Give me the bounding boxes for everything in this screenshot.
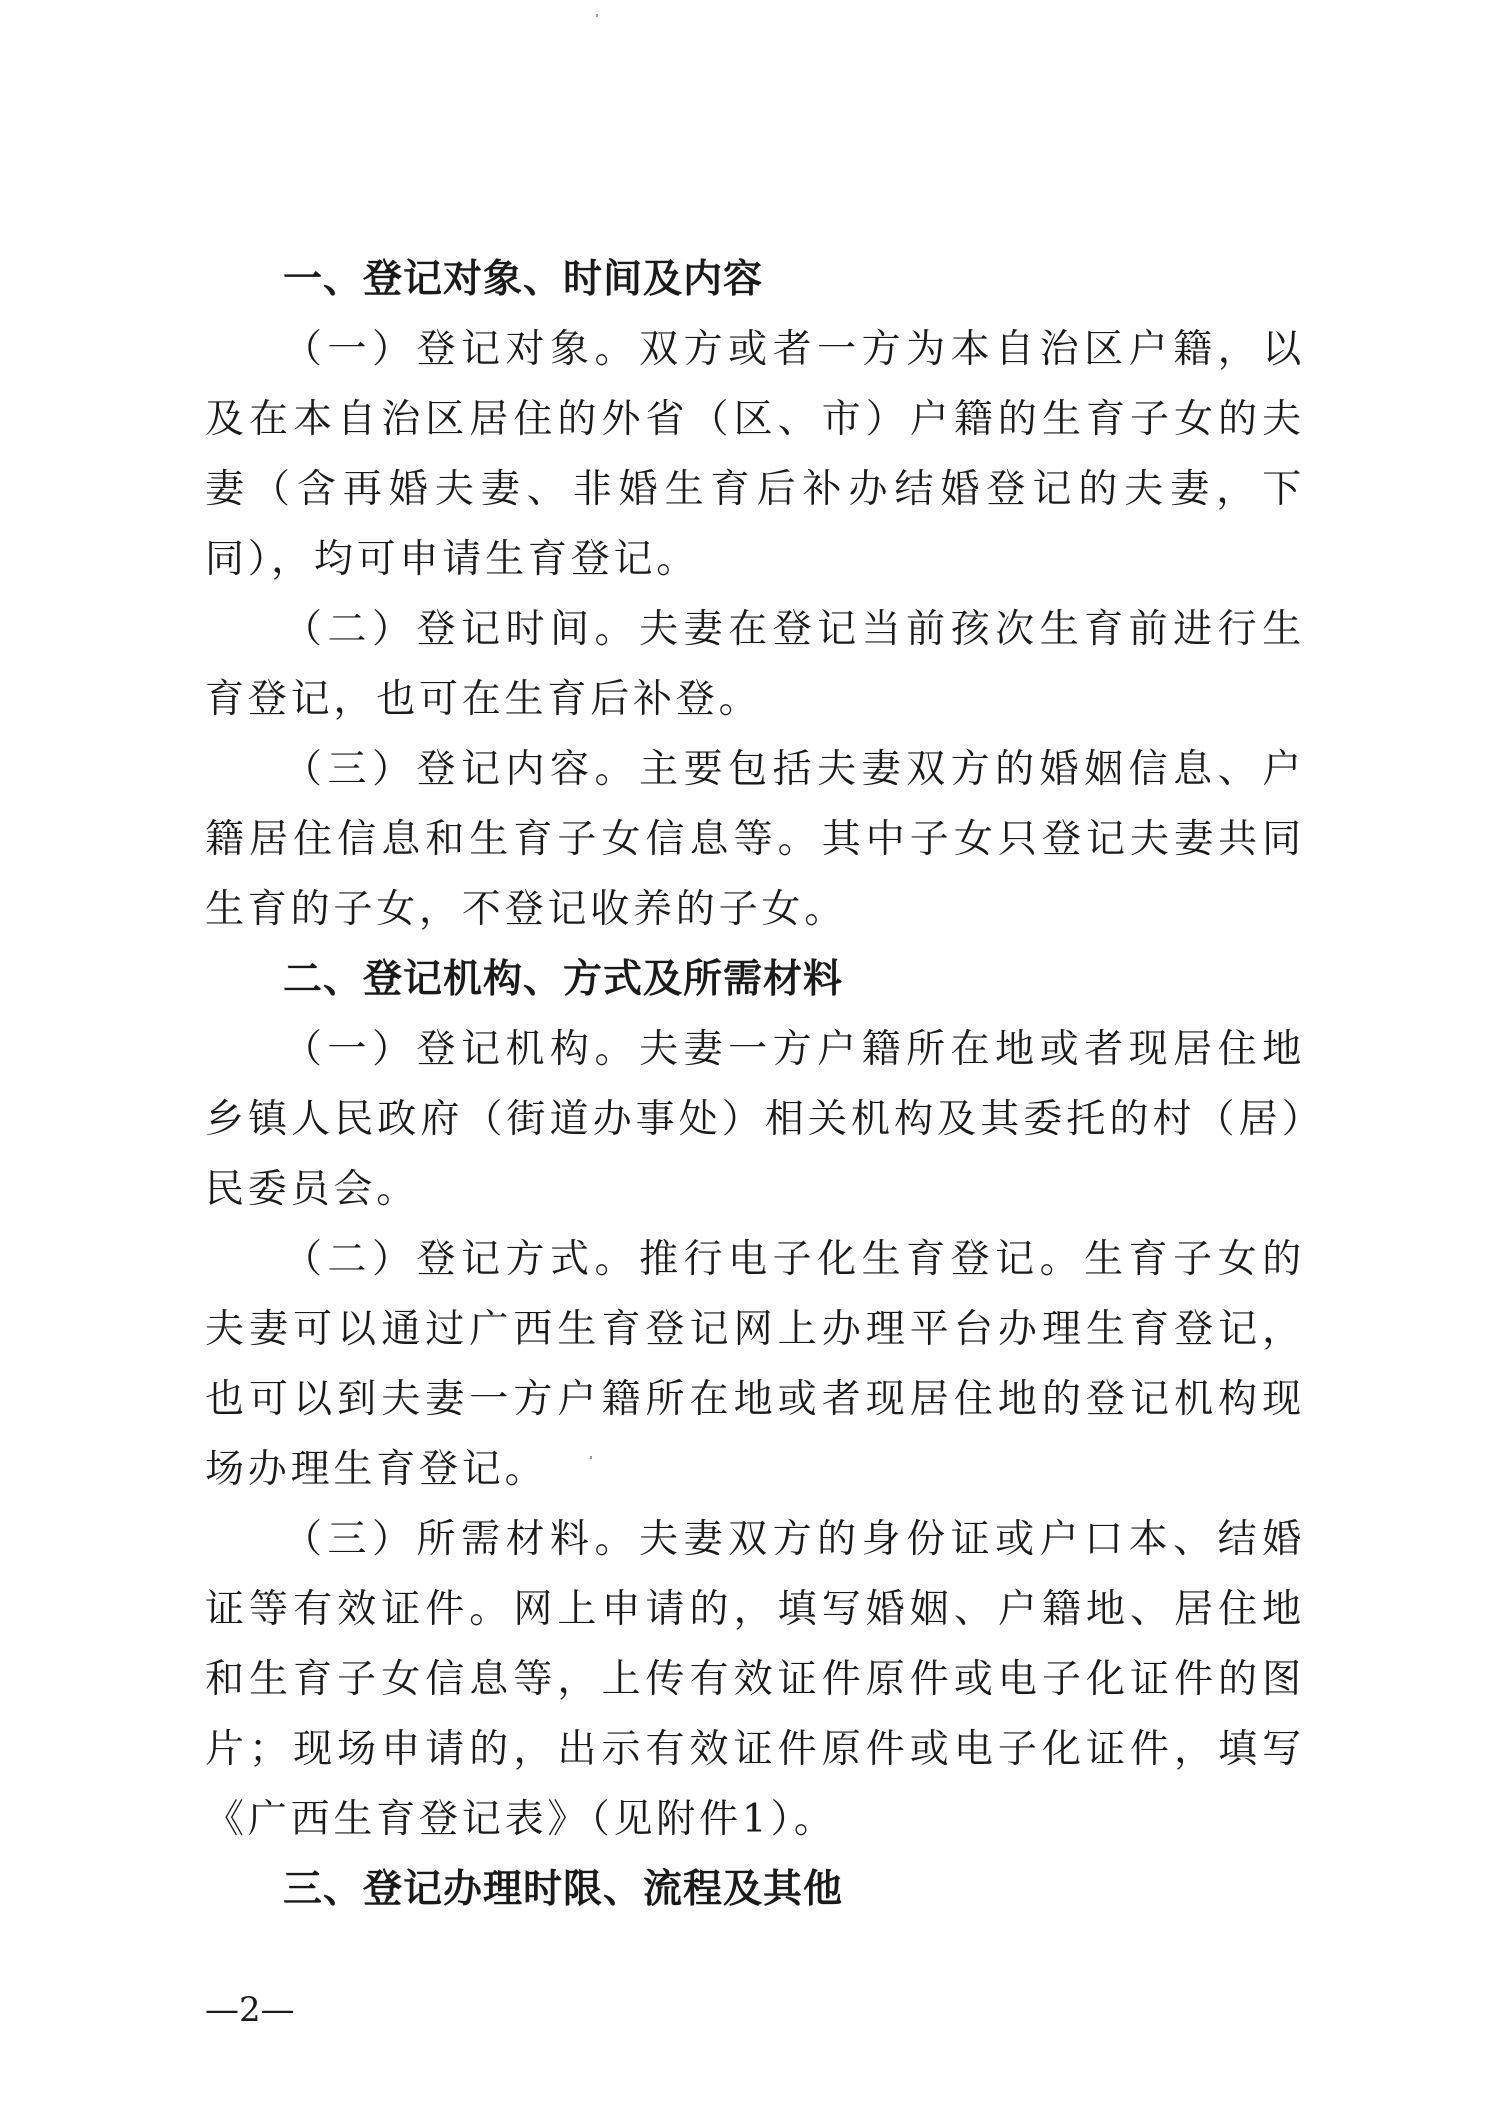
paragraph: （二）登记方式。推行电子化生育登记。生育子女的夫妻可以通过广西生育登记网上办理平台办理生育登记，也可以到夫妻一方户籍所在地或者现居住地的登记机构现场办理生育登记。 (205, 1237, 1305, 1492)
paragraph: （一）登记对象。双方或者一方为本自治区户籍，以及在本自治区居住的外省（区、市）户籍的生育子女的夫妻（含再婚夫妻、非婚生育后补办结婚登记的夫妻，下同），均可申请生育登记。 (205, 327, 1305, 582)
document-body (205, 245, 1305, 1925)
section-heading: 二、登记机构、方式及所需材料 (283, 957, 844, 1002)
page-number: —2— (205, 1990, 295, 2030)
paragraph: （一）登记机构。夫妻一方户籍所在地或者现居住地乡镇人民政府（街道办事处）相关机构及其委托的村（居）民委员会。 (205, 1027, 1305, 1212)
paragraph: （三）登记内容。主要包括夫妻双方的婚姻信息、户籍居住信息和生育子女信息等。其中子女只登记夫妻共同生育的子女，不登记收养的子女。 (205, 747, 1305, 932)
paragraph: （二）登记时间。夫妻在登记当前孩次生育前进行生育登记，也可在生育后补登。 (205, 607, 1305, 722)
section-heading: 一、登记对象、时间及内容 (283, 257, 764, 302)
paragraph: （三）所需材料。夫妻双方的身份证或户口本、结婚证等有效证件。网上申请的，填写婚姻、户籍地、居住地和生育子女信息等，上传有效证件原件或电子化证件的图片；现场申请的，出示有效证件原件或电子化证件，填写《广西生育登记表》（见附件1）。 (205, 1517, 1305, 1842)
scan-artifact (596, 14, 598, 17)
section-heading: 三、登记办理时限、流程及其他 (283, 1867, 844, 1912)
